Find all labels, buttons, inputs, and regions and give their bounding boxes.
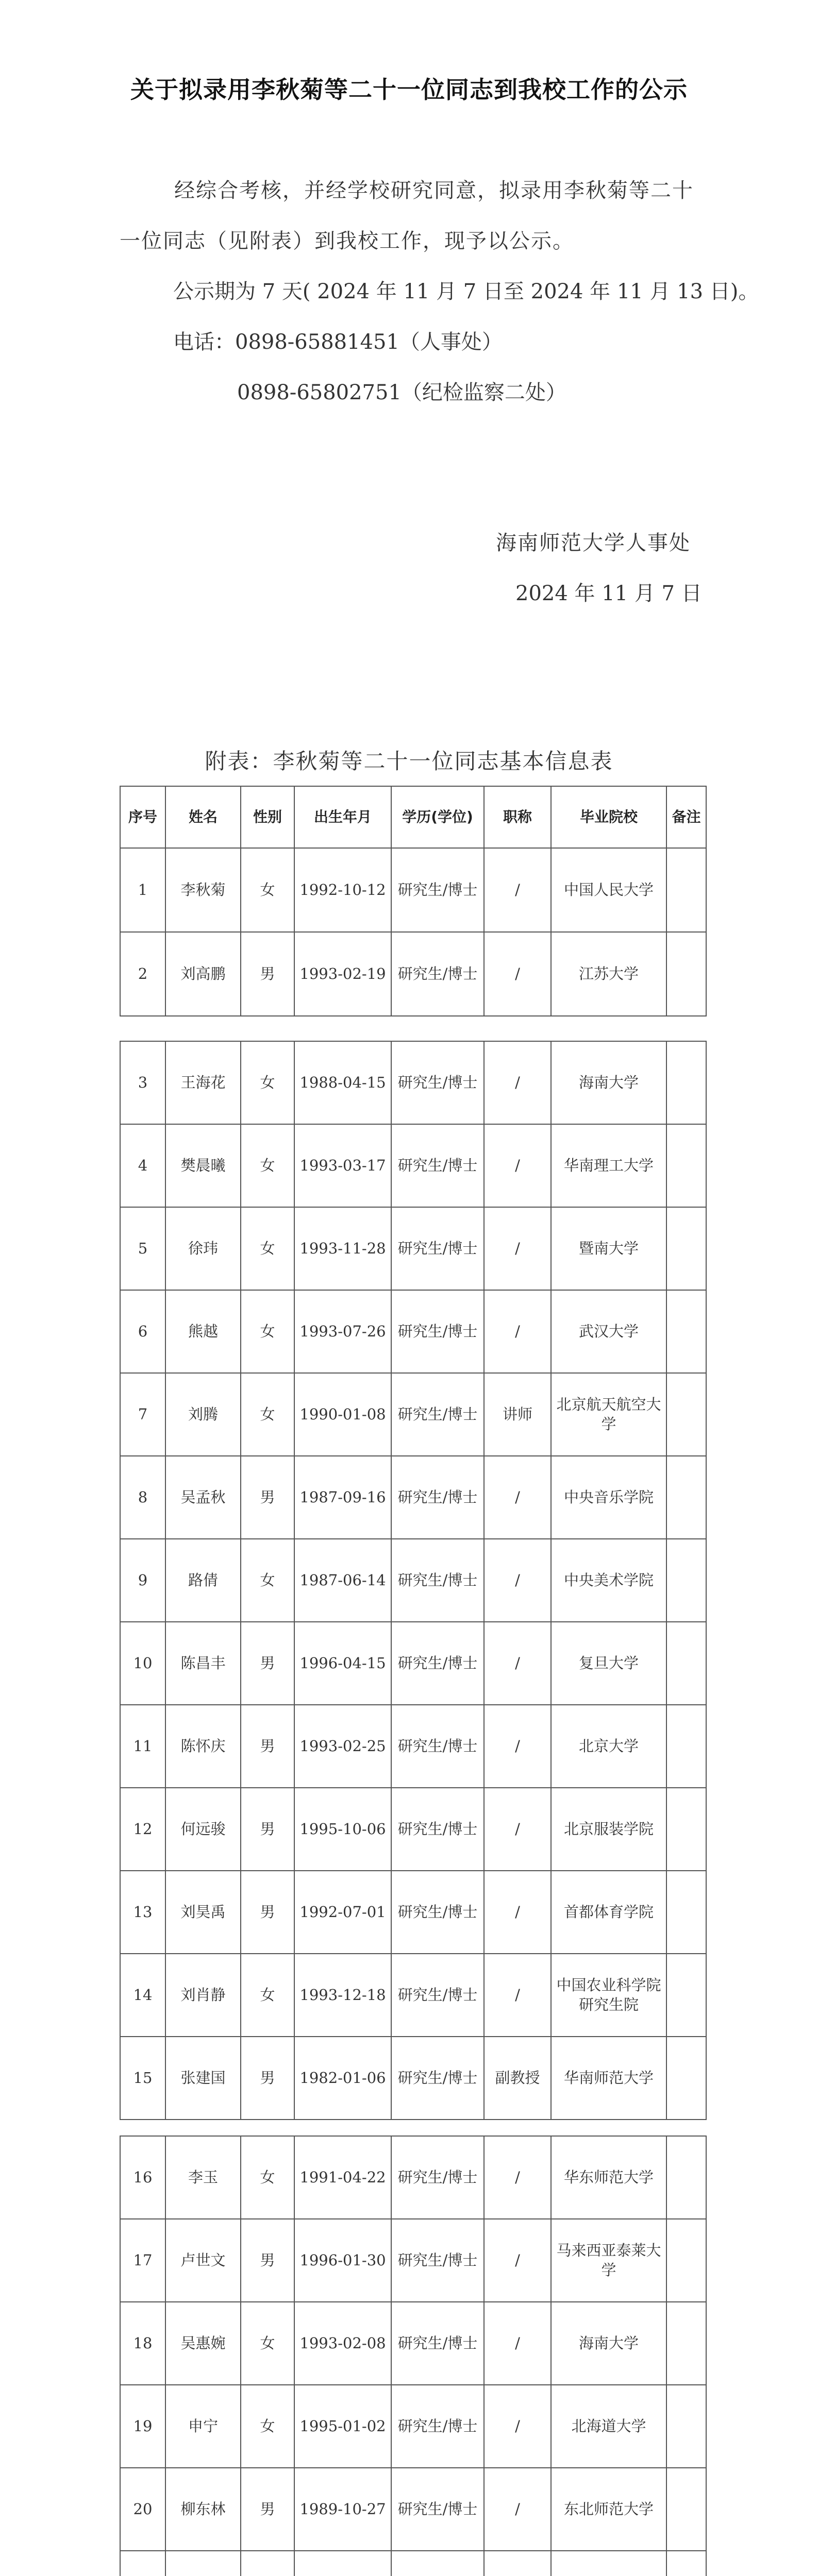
cell-education: 研究生/博士 <box>391 1207 484 1290</box>
cell-gender: 男 <box>241 932 294 1016</box>
cell-title: / <box>484 1788 551 1871</box>
cell-birth-date <box>294 2551 391 2576</box>
cell-remarks <box>666 1290 706 1373</box>
cell-birth-date: 1996-04-15 <box>294 1622 391 1705</box>
cell-school: 华南理工大学 <box>551 1124 666 1207</box>
cell-title: / <box>484 2136 551 2219</box>
column-header: 职称 <box>484 786 551 848</box>
cell-remarks <box>666 2136 706 2219</box>
cell-remarks <box>666 1871 706 1954</box>
cell-school: 北海道大学 <box>551 2385 666 2468</box>
cell-remarks <box>666 2302 706 2385</box>
cell-name: 熊越 <box>165 1290 241 1373</box>
cell-education: 研究生/博士 <box>391 848 484 932</box>
cell-index: 10 <box>120 1622 165 1705</box>
cell-gender: 女 <box>241 1954 294 2037</box>
cell-education: 研究生/博士 <box>391 1705 484 1788</box>
cell-name: 路倩 <box>165 1539 241 1622</box>
cell-school: 江苏大学 <box>551 932 666 1016</box>
column-header: 出生年月 <box>294 786 391 848</box>
cell-index: 7 <box>120 1373 165 1456</box>
table-body <box>120 2136 706 2576</box>
body-paragraph-2: 公示期为 7 天( 2024 年 11 月 7 日至 2024 年 11 月 13 日)。 <box>173 280 759 303</box>
table-row <box>120 1373 706 1456</box>
table-row <box>120 1124 706 1207</box>
cell-remarks <box>666 2468 706 2551</box>
cell-index: 20 <box>120 2468 165 2551</box>
cell-gender: 女 <box>241 2302 294 2385</box>
cell-birth-date: 1991-04-22 <box>294 2136 391 2219</box>
table-header-row <box>120 786 706 848</box>
cell-education: 研究生/博士 <box>391 1539 484 1622</box>
cell-remarks <box>666 2219 706 2302</box>
cell-education: 研究生/博士 <box>391 1290 484 1373</box>
cell-school: 马来西亚泰莱大学 <box>551 2219 666 2302</box>
cell-name <box>165 2551 241 2576</box>
cell-index: 16 <box>120 2136 165 2219</box>
cell-birth-date: 1992-10-12 <box>294 848 391 932</box>
cell-school <box>551 2551 666 2576</box>
cell-name: 陈怀庆 <box>165 1705 241 1788</box>
table-row <box>120 2468 706 2551</box>
cell-name: 陈昌丰 <box>165 1622 241 1705</box>
cell-title: / <box>484 1622 551 1705</box>
cell-birth-date: 1993-07-26 <box>294 1290 391 1373</box>
cell-title: / <box>484 2302 551 2385</box>
cell-name: 王海花 <box>165 1041 241 1124</box>
table-row <box>120 1041 706 1124</box>
cell-name: 徐玮 <box>165 1207 241 1290</box>
table-row <box>120 932 706 1016</box>
table-caption: 附表：李秋菊等二十一位同志基本信息表 <box>205 749 613 774</box>
cell-school: 中央美术学院 <box>551 1539 666 1622</box>
table-row <box>120 848 706 932</box>
body-paragraph-1-line-2: 一位同志（见附表）到我校工作，现予以公示。 <box>120 229 574 253</box>
cell-title: / <box>484 932 551 1016</box>
cell-gender <box>241 2551 294 2576</box>
cell-remarks <box>666 2385 706 2468</box>
cell-name: 李秋菊 <box>165 848 241 932</box>
cell-name: 刘昊禹 <box>165 1871 241 1954</box>
cell-index: 17 <box>120 2219 165 2302</box>
cell-name: 吴孟秋 <box>165 1456 241 1539</box>
cell-birth-date: 1993-11-28 <box>294 1207 391 1290</box>
table-row <box>120 2136 706 2219</box>
cell-index <box>120 2551 165 2576</box>
cell-gender: 女 <box>241 1373 294 1456</box>
cell-index: 2 <box>120 932 165 1016</box>
cell-education: 研究生/博士 <box>391 1622 484 1705</box>
cell-title: / <box>484 1456 551 1539</box>
cell-school: 海南大学 <box>551 2302 666 2385</box>
table-row <box>120 1207 706 1290</box>
cell-title: / <box>484 1041 551 1124</box>
table-row <box>120 1290 706 1373</box>
cell-birth-date: 1993-02-19 <box>294 932 391 1016</box>
cell-school: 北京服装学院 <box>551 1788 666 1871</box>
cell-birth-date: 1995-01-02 <box>294 2385 391 2468</box>
cell-title: / <box>484 1954 551 2037</box>
table-row <box>120 1705 706 1788</box>
contact-phone-line-2: 0898-65802751（纪检监察二处） <box>237 381 566 404</box>
table-body <box>120 786 706 1016</box>
signature-organization: 海南师范大学人事处 <box>496 531 691 555</box>
cell-gender: 女 <box>241 2136 294 2219</box>
cell-index: 14 <box>120 1954 165 2037</box>
cell-remarks <box>666 1456 706 1539</box>
cell-name: 张建国 <box>165 2037 241 2120</box>
cell-gender: 男 <box>241 1871 294 1954</box>
cell-index: 5 <box>120 1207 165 1290</box>
cell-index: 19 <box>120 2385 165 2468</box>
cell-remarks <box>666 1788 706 1871</box>
table-row <box>120 2385 706 2468</box>
cell-remarks <box>666 1622 706 1705</box>
cell-title: / <box>484 2468 551 2551</box>
cell-title: / <box>484 1539 551 1622</box>
column-header: 毕业院校 <box>551 786 666 848</box>
cell-name: 柳东林 <box>165 2468 241 2551</box>
cell-gender: 女 <box>241 1124 294 1207</box>
cell-school: 华东师范大学 <box>551 2136 666 2219</box>
cell-index: 12 <box>120 1788 165 1871</box>
column-header: 姓名 <box>165 786 241 848</box>
cell-name: 何远骏 <box>165 1788 241 1871</box>
table-row <box>120 1539 706 1622</box>
cell-education: 研究生/博士 <box>391 932 484 1016</box>
cell-school: 北京大学 <box>551 1705 666 1788</box>
cell-education: 研究生/博士 <box>391 2037 484 2120</box>
cell-education: 研究生/博士 <box>391 2468 484 2551</box>
cell-gender: 男 <box>241 1788 294 1871</box>
cell-birth-date: 1995-10-06 <box>294 1788 391 1871</box>
cell-index: 4 <box>120 1124 165 1207</box>
cell-title: / <box>484 2385 551 2468</box>
cell-name: 申宁 <box>165 2385 241 2468</box>
cell-gender: 女 <box>241 2385 294 2468</box>
cell-birth-date: 1993-03-17 <box>294 1124 391 1207</box>
cell-remarks <box>666 848 706 932</box>
cell-title: 副教授 <box>484 2037 551 2120</box>
signature-date: 2024 年 11 月 7 日 <box>515 582 702 605</box>
cell-index: 18 <box>120 2302 165 2385</box>
cell-remarks <box>666 2551 706 2576</box>
info-table-page-1 <box>120 786 707 1016</box>
cell-remarks <box>666 1954 706 2037</box>
column-header: 性别 <box>241 786 294 848</box>
cell-remarks <box>666 2037 706 2120</box>
table-body <box>120 1041 706 2120</box>
cell-gender: 女 <box>241 1290 294 1373</box>
cell-school: 中国人民大学 <box>551 848 666 932</box>
cell-birth-date: 1996-01-30 <box>294 2219 391 2302</box>
cell-gender: 男 <box>241 2468 294 2551</box>
cell-index: 6 <box>120 1290 165 1373</box>
cell-title: / <box>484 1290 551 1373</box>
table-row <box>120 1788 706 1871</box>
cell-name: 刘肖静 <box>165 1954 241 2037</box>
cell-remarks <box>666 932 706 1016</box>
cell-name: 刘高鹏 <box>165 932 241 1016</box>
cell-title: / <box>484 1705 551 1788</box>
column-header: 备注 <box>666 786 706 848</box>
cell-school: 海南大学 <box>551 1041 666 1124</box>
document-title: 关于拟录用李秋菊等二十一位同志到我校工作的公示 <box>130 76 688 104</box>
table-row <box>120 1954 706 2037</box>
cell-education: 研究生/博士 <box>391 2385 484 2468</box>
cell-title <box>484 2551 551 2576</box>
cell-title: / <box>484 1871 551 1954</box>
cell-name: 吴惠婉 <box>165 2302 241 2385</box>
cell-gender: 女 <box>241 848 294 932</box>
column-header: 序号 <box>120 786 165 848</box>
cell-education: 研究生/博士 <box>391 1124 484 1207</box>
cell-birth-date: 1982-01-06 <box>294 2037 391 2120</box>
cell-school: 北京航天航空大学 <box>551 1373 666 1456</box>
table-row <box>120 1456 706 1539</box>
cell-education: 研究生/博士 <box>391 1456 484 1539</box>
column-header: 学历(学位) <box>391 786 484 848</box>
cell-education: 研究生/博士 <box>391 1954 484 2037</box>
cell-gender: 女 <box>241 1041 294 1124</box>
cell-school: 暨南大学 <box>551 1207 666 1290</box>
cell-school: 华南师范大学 <box>551 2037 666 2120</box>
cell-index: 1 <box>120 848 165 932</box>
cell-birth-date: 1989-10-27 <box>294 2468 391 2551</box>
cell-index: 9 <box>120 1539 165 1622</box>
cell-school: 中央音乐学院 <box>551 1456 666 1539</box>
info-table-page-3 <box>120 2136 707 2576</box>
cell-education: 研究生/博士 <box>391 1788 484 1871</box>
cell-index: 8 <box>120 1456 165 1539</box>
cell-education: 研究生/博士 <box>391 1373 484 1456</box>
cell-birth-date: 1992-07-01 <box>294 1871 391 1954</box>
cell-remarks <box>666 1705 706 1788</box>
table-row <box>120 1622 706 1705</box>
cell-gender: 男 <box>241 2219 294 2302</box>
cell-name: 李玉 <box>165 2136 241 2219</box>
cell-birth-date: 1990-01-08 <box>294 1373 391 1456</box>
cell-birth-date: 1987-06-14 <box>294 1539 391 1622</box>
body-paragraph-1-line-1: 经综合考核，并经学校研究同意，拟录用李秋菊等二十 <box>174 179 694 202</box>
cell-gender: 男 <box>241 1456 294 1539</box>
contact-phone-line-1: 电话：0898-65881451（人事处） <box>173 330 503 354</box>
cell-name: 樊晨曦 <box>165 1124 241 1207</box>
cell-gender: 女 <box>241 1207 294 1290</box>
cell-school: 东北师范大学 <box>551 2468 666 2551</box>
cell-school: 复旦大学 <box>551 1622 666 1705</box>
cell-index: 13 <box>120 1871 165 1954</box>
cell-birth-date: 1993-12-18 <box>294 1954 391 2037</box>
cell-title: / <box>484 1124 551 1207</box>
table-row <box>120 2551 706 2576</box>
cell-index: 15 <box>120 2037 165 2120</box>
cell-education: 研究生/博士 <box>391 2136 484 2219</box>
table-row <box>120 2302 706 2385</box>
table-row <box>120 2219 706 2302</box>
cell-birth-date: 1993-02-25 <box>294 1705 391 1788</box>
cell-school: 首都体育学院 <box>551 1871 666 1954</box>
cell-gender: 女 <box>241 1539 294 1622</box>
cell-gender: 男 <box>241 1705 294 1788</box>
info-table-page-2 <box>120 1041 707 2120</box>
cell-school: 武汉大学 <box>551 1290 666 1373</box>
cell-name: 卢世文 <box>165 2219 241 2302</box>
cell-education: 研究生/博士 <box>391 1041 484 1124</box>
cell-name: 刘腾 <box>165 1373 241 1456</box>
cell-birth-date: 1988-04-15 <box>294 1041 391 1124</box>
cell-title: / <box>484 1207 551 1290</box>
cell-school: 中国农业科学院研究生院 <box>551 1954 666 2037</box>
cell-gender: 男 <box>241 2037 294 2120</box>
table-row <box>120 2037 706 2120</box>
table-row <box>120 1871 706 1954</box>
cell-title: 讲师 <box>484 1373 551 1456</box>
cell-remarks <box>666 1539 706 1622</box>
cell-remarks <box>666 1207 706 1290</box>
cell-birth-date: 1993-02-08 <box>294 2302 391 2385</box>
cell-remarks <box>666 1373 706 1456</box>
cell-remarks <box>666 1124 706 1207</box>
cell-title: / <box>484 848 551 932</box>
cell-education: 研究生/博士 <box>391 1871 484 1954</box>
cell-index: 11 <box>120 1705 165 1788</box>
cell-birth-date: 1987-09-16 <box>294 1456 391 1539</box>
cell-education: 研究生/博士 <box>391 2219 484 2302</box>
cell-gender: 男 <box>241 1622 294 1705</box>
cell-title: / <box>484 2219 551 2302</box>
cell-index: 3 <box>120 1041 165 1124</box>
cell-education <box>391 2551 484 2576</box>
cell-education: 研究生/博士 <box>391 2302 484 2385</box>
cell-remarks <box>666 1041 706 1124</box>
